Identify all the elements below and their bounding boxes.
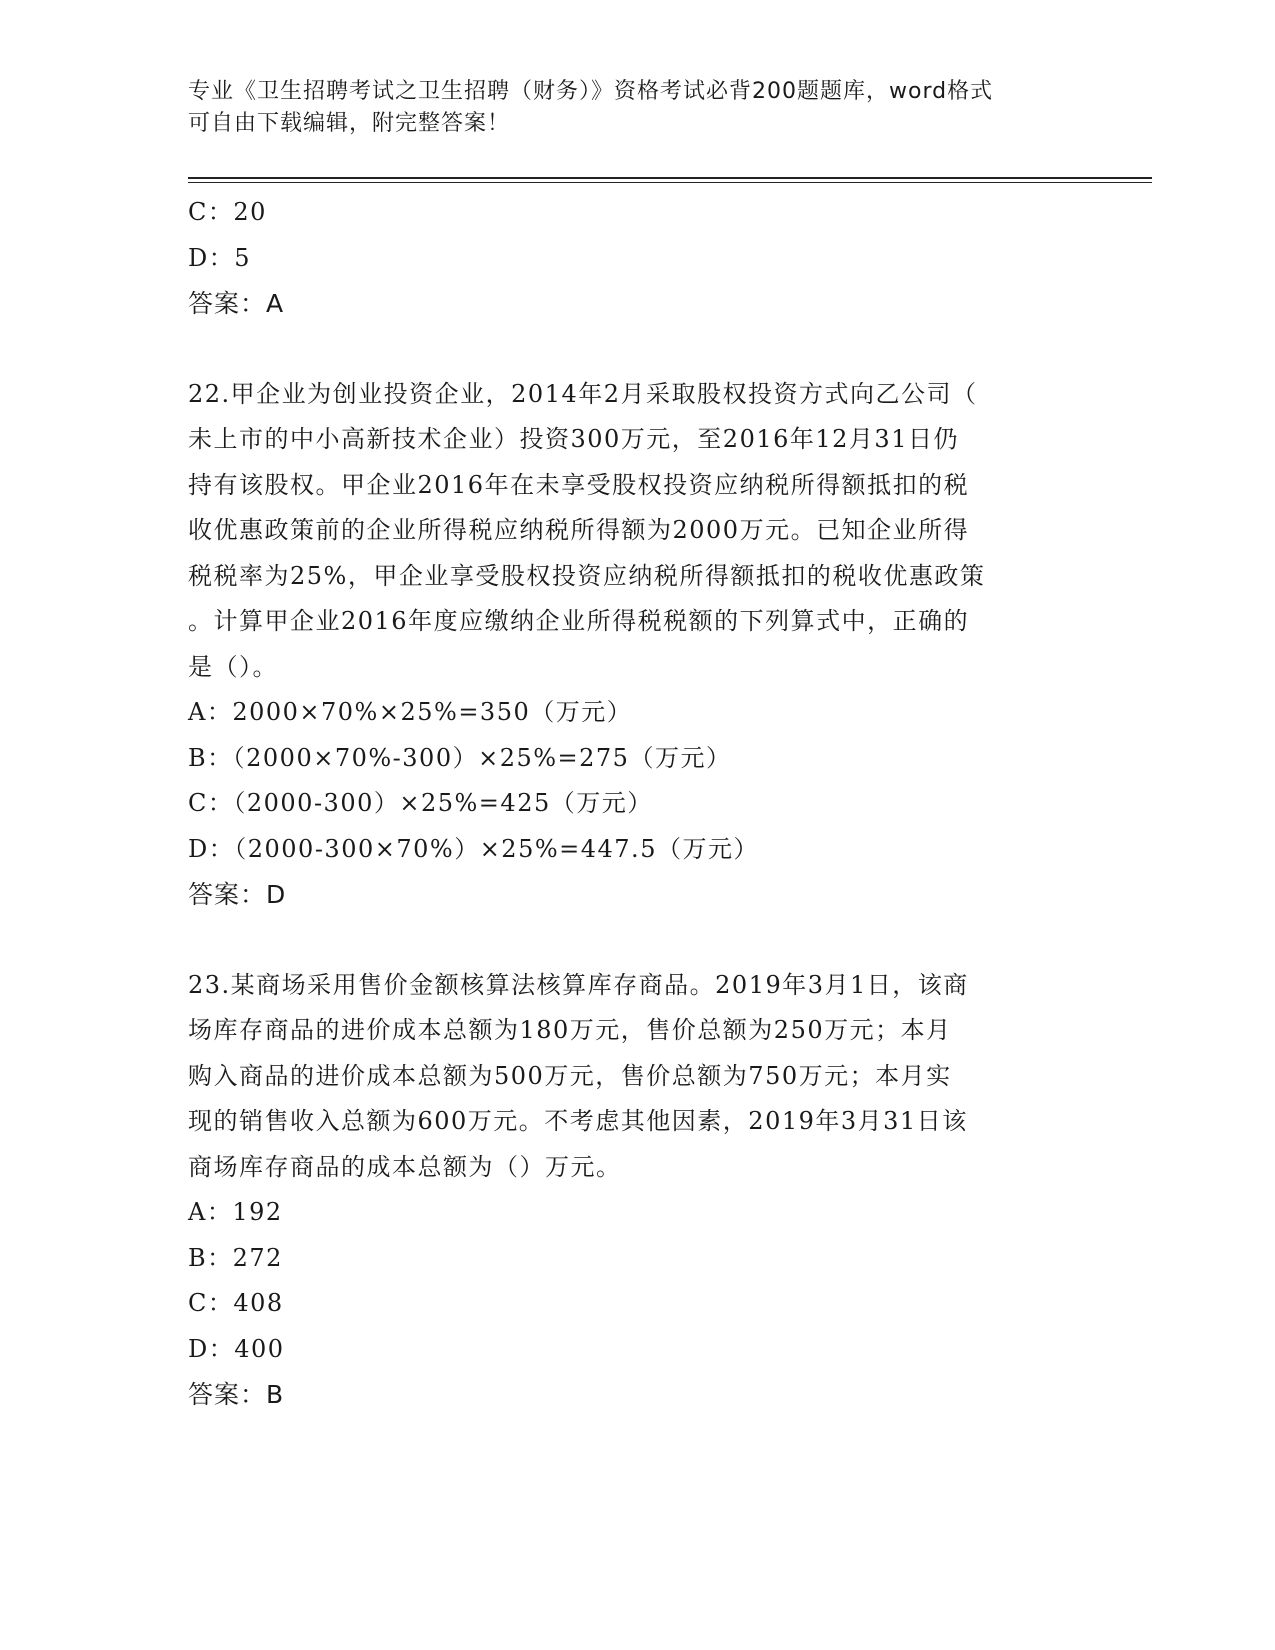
document-header	[188, 76, 1068, 140]
question-text-line: 。计算甲企业2016年度应缴纳企业所得税税额的下列算式中，正确的	[188, 607, 970, 635]
answer-line: 答案：A	[188, 289, 285, 318]
option-d: D：（2000-300×70%）×25%=447.5（万元）	[188, 834, 759, 863]
question-text-line: 商场库存商品的成本总额为（）万元。	[188, 1152, 622, 1181]
answer-line: 答案：D	[188, 880, 287, 909]
question-text-line: 23.某商场采用售价金额核算法核算库存商品。2019年3月1日，该商	[188, 970, 969, 999]
question-23	[188, 963, 1088, 1418]
option-d: D：400	[188, 1334, 285, 1363]
option-a: A：2000×70%×25%=350（万元）	[188, 698, 633, 726]
option-c: C：408	[188, 1289, 284, 1317]
question-text-line: 现的销售收入总额为600万元。不考虑其他因素，2019年3月31日该	[188, 1107, 968, 1135]
document-body	[188, 190, 1088, 1418]
question-text-line: 税税率为25%，甲企业享受股权投资应纳税所得额抵扣的税收优惠政策	[188, 561, 986, 590]
header-title-line-2: 可自由下载编辑，附完整答案！	[188, 111, 511, 136]
spacer	[188, 327, 1088, 372]
header-title-line-1: 专业《卫生招聘考试之卫生招聘（财务）》资格考试必背200题题库，word格式	[188, 79, 994, 104]
option-c: C：20	[188, 198, 267, 226]
question-22	[188, 372, 1088, 918]
option-d: D：5	[188, 243, 252, 272]
option-c: C：（2000-300）×25%=425（万元）	[188, 789, 653, 817]
answer-line: 答案：B	[188, 1380, 285, 1409]
header-divider	[188, 177, 1152, 183]
option-b: B：272	[188, 1243, 283, 1272]
question-text-line: 是（）。	[188, 652, 278, 681]
question-text-line: 场库存商品的进价成本总额为180万元，售价总额为250万元；本月	[188, 1016, 952, 1044]
question-text-line: 收优惠政策前的企业所得税应纳税所得额为2000万元。已知企业所得	[188, 516, 970, 544]
option-a: A：192	[188, 1198, 283, 1226]
question-text-line: 22.甲企业为创业投资企业，2014年2月采取股权投资方式向乙公司（	[188, 379, 978, 408]
question-text-line: 持有该股权。甲企业2016年在未享受股权投资应纳税所得额抵扣的税	[188, 470, 970, 499]
option-b: B：（2000×70%-300）×25%=275（万元）	[188, 743, 732, 772]
spacer	[188, 918, 1088, 963]
question-text-line: 未上市的中小高新技术企业）投资300万元，至2016年12月31日仍	[188, 425, 959, 453]
question-text-line: 购入商品的进价成本总额为500万元，售价总额为750万元；本月实	[188, 1061, 952, 1090]
previous-question-tail	[188, 190, 1088, 327]
